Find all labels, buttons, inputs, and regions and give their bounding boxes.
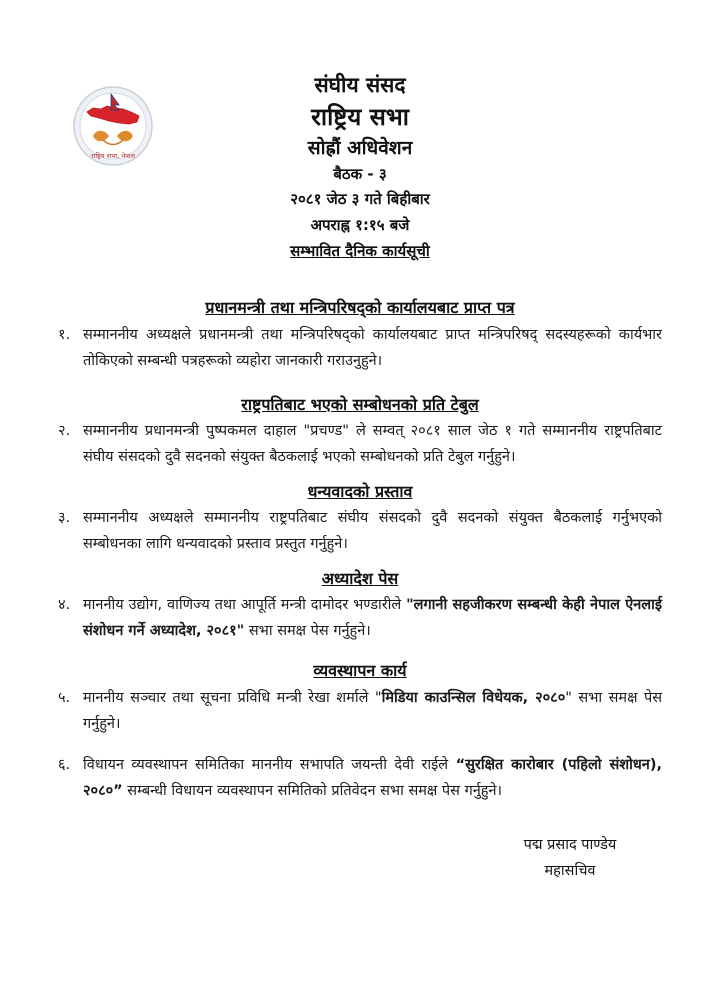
agenda-item-3: [58, 505, 662, 557]
bill-title: “सुरक्षित कारोबार (पहिलो संशोधन), २०८०”: [83, 757, 662, 799]
item-number: १.: [58, 327, 71, 343]
section-heading-thanks-motion: धन्यवादको प्रस्ताव: [307, 482, 413, 501]
item-text-pre: माननीय उद्योग, वाणिज्य तथा आपूर्ति मन्त्री दामोदर भण्डारीले: [83, 597, 407, 613]
meeting-date: २०८१ जेठ ३ गते बिहीबार: [290, 190, 430, 208]
section-heading-legislative-business: व्यवस्थापन कार्य: [313, 661, 407, 680]
section-heading-president-address: राष्ट्रपतिबाट भएको सम्बोधनको प्रति टेबुल: [241, 395, 479, 414]
emblem-caption: राष्ट्रिय सभा, नेपाल: [91, 152, 135, 160]
item-number: २.: [58, 423, 71, 439]
meeting-time: अपराह्न १:१५ बजे: [310, 216, 410, 234]
item-number: ६.: [58, 757, 71, 773]
item-number: ३.: [58, 510, 71, 526]
item-text-post: सम्बन्धी विधायन व्यवस्थापन समितिको प्रतिवेदन सभा समक्ष पेस गर्नुहुने।: [122, 783, 503, 799]
item-text-post: " सभा समक्ष पेस गर्नुहुने।: [83, 690, 662, 732]
agenda-item-1: [58, 322, 662, 374]
item-number: ४.: [58, 597, 71, 613]
document-header: [0, 70, 720, 264]
item-text: [83, 752, 662, 804]
agenda-item-6: [58, 752, 662, 804]
house-name: राष्ट्रिय सभा: [311, 103, 409, 131]
ordinance-title: "लगानी सहजीकरण सम्बन्धी केही नेपाल ऐनलाई संशोधन गर्ने अध्यादेश, २०८१": [83, 597, 662, 639]
item-text-pre: विधायन व्यवस्थापन समितिका माननीय सभापति जयन्ती देवी राईले: [83, 757, 456, 773]
session-title: सोह्रौं अधिवेशन: [307, 137, 413, 159]
item-number: ५.: [58, 690, 71, 706]
bill-title: मिडिया काउन्सिल विधेयक, २०८०: [381, 690, 566, 706]
agenda-item-5: [58, 685, 662, 737]
item-text: सम्माननीय प्रधानमन्त्री पुष्पकमल दाहाल "प्रचण्ड" ले सम्वत् २०८१ साल जेठ १ गते सम्माननीय राष्ट्रपतिबाट संघीय संसदको दुवै सदनको संयुक्त बैठकलाई भएको सम्बोधनको प्रति टेबुल गर्नुहुने।: [83, 423, 662, 465]
agenda-item-2: [58, 418, 662, 470]
signature-block: [470, 832, 670, 884]
item-text: [83, 592, 662, 644]
item-text: [83, 685, 662, 737]
signatory-name: पद्म प्रसाद पाण्डेय: [523, 837, 617, 853]
item-text: सम्माननीय अध्यक्षले प्रधानमन्त्री तथा मन्त्रिपरिषद्को कार्यालयबाट प्राप्त मन्त्रिपरिषद् सदस्यहरूको कार्यभार तोकिएको सम्बन्धी पत्रहरूको व्यहोरा जानकारी गराउनुहुने।: [83, 327, 662, 369]
section-heading-pm-office-letter: प्रधानमन्त्री तथा मन्त्रिपरिषद्को कार्यालयबाट प्राप्त पत्र: [205, 298, 515, 317]
parliament-name: संघीय संसद: [314, 73, 406, 97]
signatory-title: महासचिव: [544, 863, 596, 879]
section-heading-ordinance: अध्यादेश पेस: [321, 569, 399, 588]
agenda-item-4: [58, 592, 662, 644]
agenda-title: सम्भावित दैनिक कार्यसूची: [290, 242, 430, 260]
item-text-pre: माननीय सञ्चार तथा सूचना प्रविधि मन्त्री रेखा शर्माले ": [83, 690, 382, 706]
item-text: सम्माननीय अध्यक्षले सम्माननीय राष्ट्रपतिबाट संघीय संसदको दुवै सदनको संयुक्त बैठकलाई गर्नुभएको सम्बोधनका लागि धन्यवादको प्रस्ताव प्रस्तुत गर्नुहुने।: [83, 510, 662, 552]
item-text-post: सभा समक्ष पेस गर्नुहुने।: [244, 623, 371, 639]
meeting-number: बैठक - ३: [333, 165, 387, 183]
